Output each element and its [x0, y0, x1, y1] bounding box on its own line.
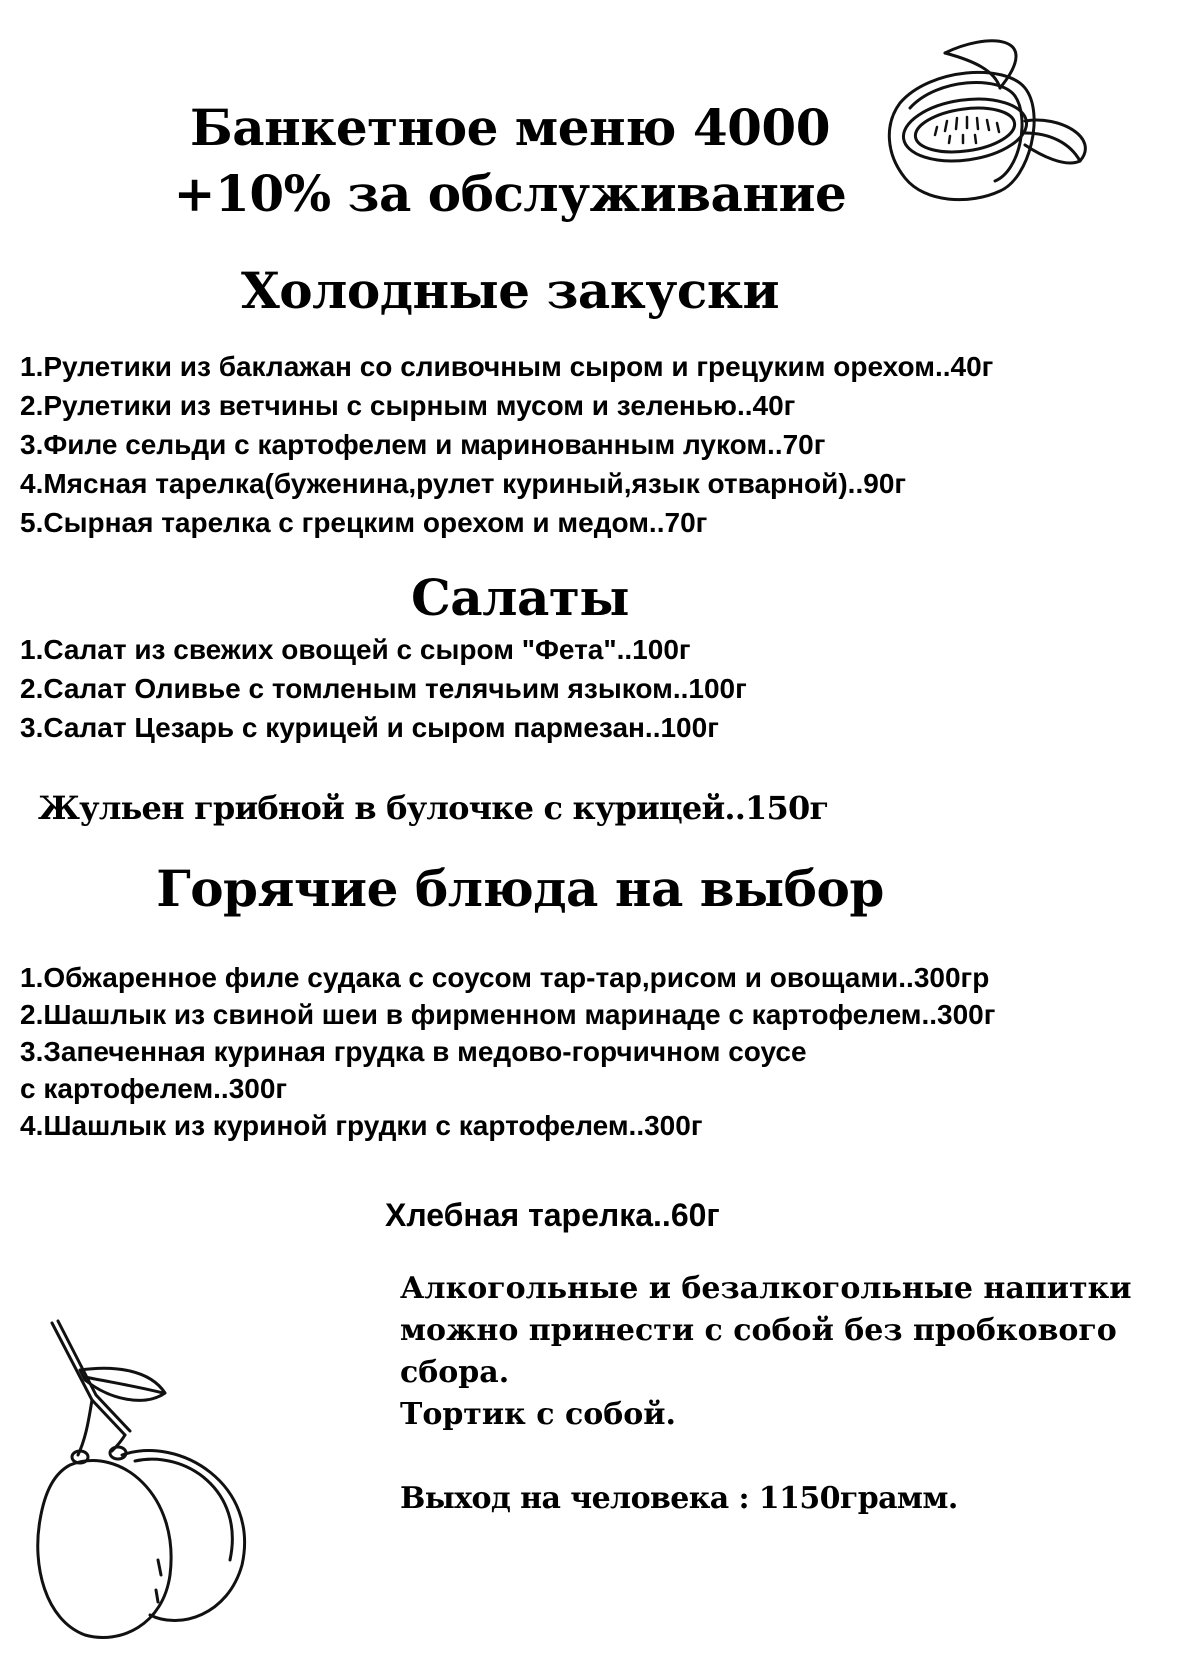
list-item: 1.Обжаренное филе судака с соусом тар-тар,рисом и овощами..300гр — [20, 962, 990, 993]
list-item: 2.Шашлык из свиной шеи в фирменном маринаде с картофелем..300г — [20, 999, 996, 1030]
cake-note: Тортик с собой. — [400, 1397, 676, 1432]
list-item: 4.Шашлык из куриной грудки с картофелем..300г — [20, 1110, 703, 1141]
menu-title-price: Банкетное меню 4000 — [190, 98, 830, 157]
list-item: 3.Салат Цезарь с курицей и сыром пармезан..100г — [20, 712, 719, 743]
drinks-note-line: Алкогольные и безалкогольные напитки — [400, 1271, 1132, 1306]
list-item: 5.Сырная тарелка с грецким орехом и медом..70г — [20, 507, 708, 538]
section-heading-hot-dishes: Горячие блюда на выбор — [156, 859, 884, 918]
list-item: 1.Салат из свежих овощей с сыром "Фета"..100г — [20, 634, 691, 665]
menu-title — [140, 95, 880, 227]
section-heading-salads: Салаты — [411, 568, 629, 627]
list-item: 4.Мясная тарелка(буженина,рулет куриный,язык отварной)..90г — [20, 468, 907, 499]
spacer — [400, 1436, 1159, 1478]
almond-icon — [875, 33, 1125, 223]
menu-title-service-fee: +10% за обслуживание — [173, 164, 847, 223]
olive-branch-icon — [30, 1315, 275, 1645]
section-heading-cold-appetizers: Холодные закуски — [240, 261, 780, 320]
yield-per-person: Выход на человека : 1150грамм. — [400, 1481, 958, 1516]
list-item: 1.Рулетики из баклажан со сливочным сыром и грецуким орехом..40г — [20, 351, 994, 382]
list-item: 2.Салат Оливье с томленым телячьим языком..100г — [20, 673, 747, 704]
list-item: с картофелем..300г — [20, 1073, 288, 1104]
list-item: 3.Запеченная куриная грудка в медово-горчичном соусе — [20, 1036, 807, 1067]
drinks-note-line: можно принести с собой без пробкового — [400, 1313, 1117, 1348]
notes-block — [400, 1268, 1159, 1520]
bread-plate-item: Хлебная тарелка..60г — [385, 1197, 720, 1233]
list-item: 3.Филе сельди с картофелем и маринованным луком..70г — [20, 429, 826, 460]
cold-appetizers-list — [20, 347, 993, 542]
hot-dishes-list — [20, 959, 995, 1144]
list-item: 2.Рулетики из ветчины с сырным мусом и зеленью..40г — [20, 390, 796, 421]
salads-list — [20, 630, 747, 747]
julien-item: Жульен грибной в булочке с курицей..150г — [38, 789, 829, 827]
drinks-note-line: сбора. — [400, 1355, 510, 1390]
